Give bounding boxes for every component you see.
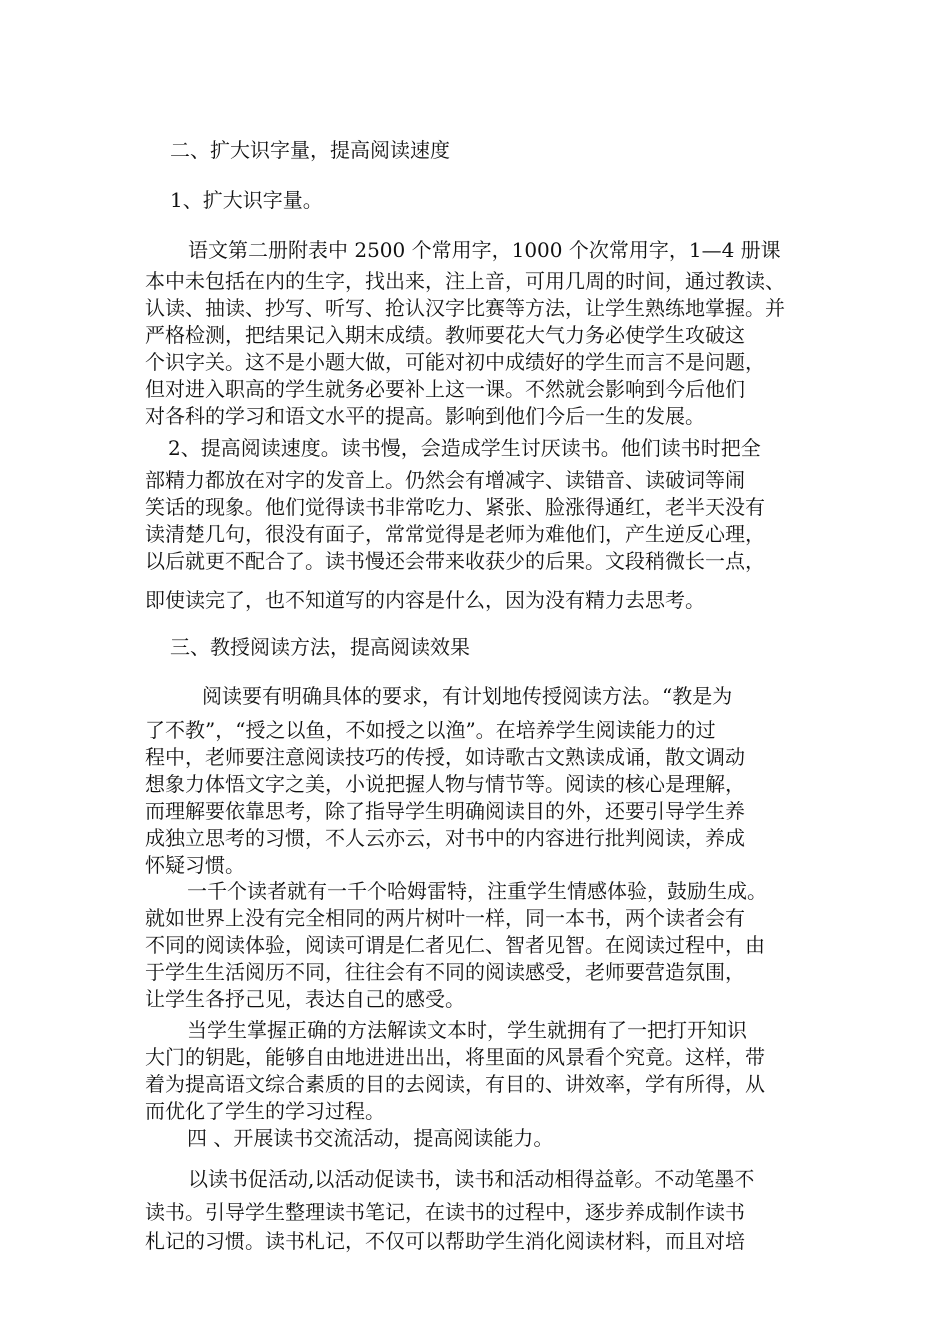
- paragraph-line: 笑话的现象。他们觉得读书非常吃力、紧张、脸涨得通红，老半天没有: [145, 495, 765, 519]
- paragraph-line: 部精力都放在对字的发音上。仍然会有增减字、读错音、读破词等闹: [145, 468, 745, 492]
- section-heading: 三、教授阅读方法，提高阅读效果: [170, 635, 470, 659]
- paragraph-line: 个识字关。这不是小题大做，可能对初中成绩好的学生而言不是问题，: [145, 350, 765, 374]
- subsection-heading: 1、扩大识字量。: [170, 188, 323, 212]
- paragraph-line: 严格检测，把结果记入期末成绩。教师要花大气力务必使学生攻破这: [145, 323, 745, 347]
- paragraph-line: 札记的习惯。读书札记，不仅可以帮助学生消化阅读材料，而且对培: [145, 1229, 745, 1253]
- paragraph-line: 认读、抽读、抄写、听写、抢认汉字比赛等方法，让学生熟练地掌握。并: [145, 296, 785, 320]
- paragraph-line: 阅读要有明确具体的要求，有计划地传授阅读方法。“教是为: [202, 684, 733, 708]
- paragraph-line: 2、提高阅读速度。读书慢，会造成学生讨厌读书。他们读书时把全: [168, 436, 761, 460]
- paragraph-line: 就如世界上没有完全相同的两片树叶一样，同一本书，两个读者会有: [145, 906, 745, 930]
- paragraph-line: 一千个读者就有一千个哈姆雷特，注重学生情感体验，鼓励生成。: [187, 879, 767, 903]
- paragraph-line: 怀疑习惯。: [145, 853, 245, 877]
- paragraph-line: 当学生掌握正确的方法解读文本时，学生就拥有了一把打开知识: [187, 1018, 747, 1042]
- paragraph-line: 程中，老师要注意阅读技巧的传授，如诗歌古文熟读成诵，散文调动: [145, 745, 745, 769]
- paragraph-line: 即使读完了，也不知道写的内容是什么，因为没有精力去思考。: [145, 588, 705, 612]
- paragraph-line: 想象力体悟文字之美，小说把握人物与情节等。阅读的核心是理解，: [145, 772, 745, 796]
- paragraph-line: 不同的阅读体验，阅读可谓是仁者见仁、智者见智。在阅读过程中，由: [145, 933, 765, 957]
- paragraph-line: 读清楚几句，很没有面子，常常觉得是老师为难他们，产生逆反心理，: [145, 522, 765, 546]
- paragraph-line: 以读书促活动,以活动促读书，读书和活动相得益彰。不动笔墨不: [188, 1167, 755, 1191]
- paragraph-line: 以后就更不配合了。读书慢还会带来收获少的后果。文段稍微长一点，: [145, 549, 765, 573]
- paragraph-line: 读书。引导学生整理读书笔记，在读书的过程中，逐步养成制作读书: [145, 1200, 745, 1224]
- paragraph-line: 着为提高语文综合素质的目的去阅读，有目的、讲效率，学有所得，从: [145, 1072, 765, 1096]
- paragraph-line: 于学生生活阅历不同，往往会有不同的阅读感受，老师要营造氛围，: [145, 960, 745, 984]
- section-heading: 二、扩大识字量，提高阅读速度: [170, 138, 450, 162]
- paragraph-line: 语文第二册附表中 2500 个常用字，1000 个次常用字，1—4 册课: [188, 238, 781, 262]
- paragraph-line: 对各科的学习和语文水平的提高。影响到他们今后一生的发展。: [145, 404, 705, 428]
- paragraph-line: 而理解要依靠思考，除了指导学生明确阅读目的外，还要引导学生养: [145, 799, 745, 823]
- paragraph-line: 成独立思考的习惯，不人云亦云，对书中的内容进行批判阅读，养成: [145, 826, 745, 850]
- paragraph-line: 而优化了学生的学习过程。: [145, 1099, 385, 1123]
- paragraph-line: 让学生各抒己见，表达自己的感受。: [145, 987, 465, 1011]
- section-heading: 四 、开展读书交流活动，提高阅读能力。: [187, 1126, 554, 1150]
- paragraph-line: 本中未包括在内的生字，找出来，注上音，可用几周的时间，通过教读、: [145, 269, 785, 293]
- paragraph-line: 了不教”，“授之以鱼，不如授之以渔”。在培养学生阅读能力的过: [145, 718, 716, 742]
- paragraph-line: 但对进入职高的学生就务必要补上这一课。不然就会影响到今后他们: [145, 377, 745, 401]
- paragraph-line: 大门的钥匙，能够自由地进进出出，将里面的风景看个究竟。这样，带: [145, 1045, 765, 1069]
